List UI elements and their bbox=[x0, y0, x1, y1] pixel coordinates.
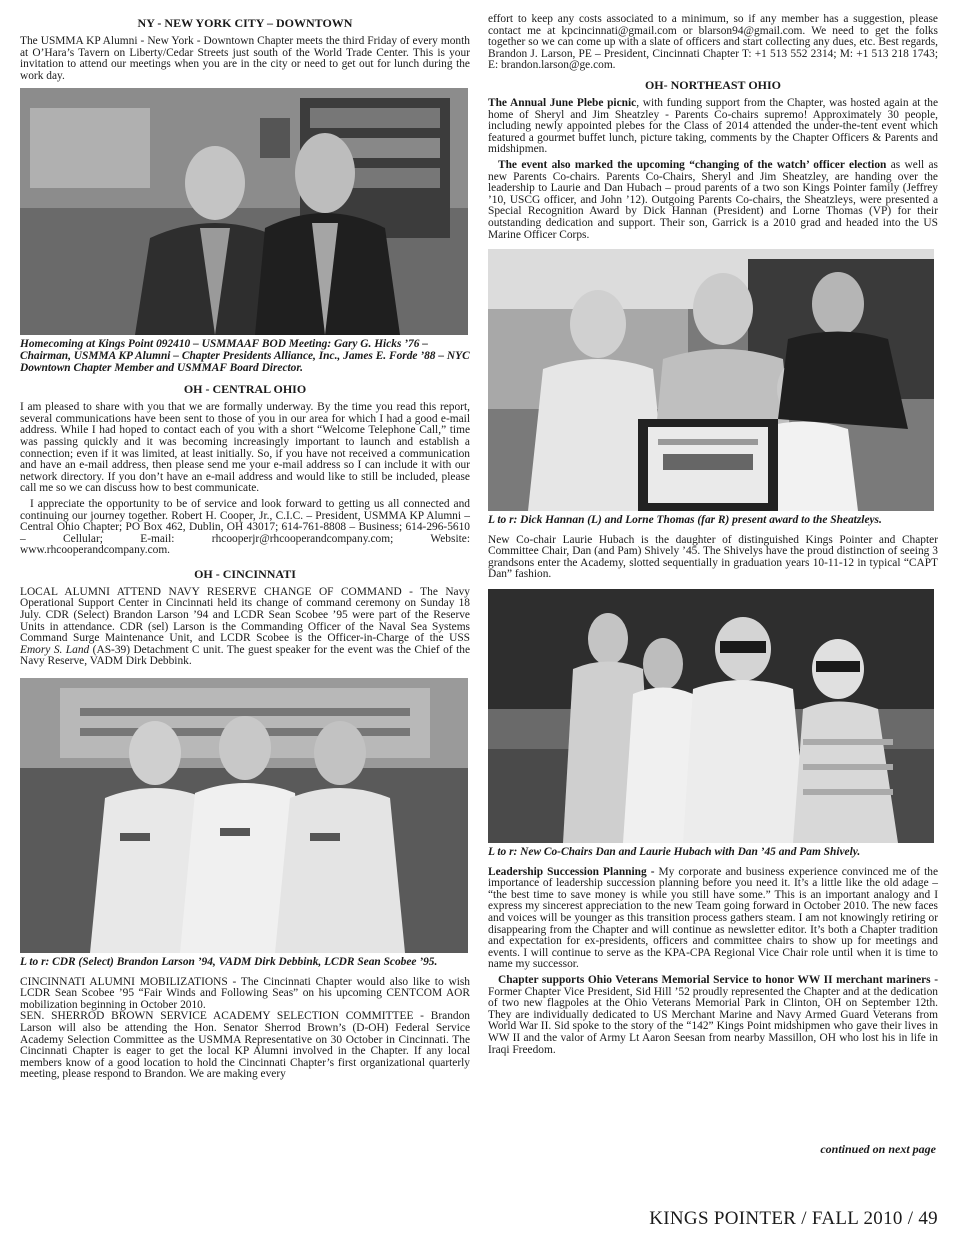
left-column bbox=[20, 14, 470, 1085]
cincinnati-p3: SEN. SHERROD BROWN SERVICE ACADEMY SELECTION COMMITTEE - Brandon Larson will also be attending the Hon. Senator Sherrod Brown’s (D-OH) Federal Service Academy Selection Committee as the USMMA Representative on 30 October in Cincinnati. The Cincinnati Chapter is eager to get the local KP Alumni involved in the Chapter. If any local members know of a good location to hold the Cincinnati Chapter’s first organizational quarterly meeting, please respond to Brandon. We are making every bbox=[20, 1010, 470, 1081]
ne-p4-text: My corporate and business experience convinced me of the importance of leadership succession planning before you need it. It’s a little like the old adage – “the best time to save money is while you still have some.” This is an important analogy and I express my sincerest appreciation to the new Team going forward in October 2010. The new faces and voices will be younger as this transition process gathers steam. I am not knowingly retiring or disappearing from the Chapter and will continue as newsletter editor. It’s both a Chapter tradition and expectation for ex-presidents, officers and committee chairs to show up for meetings and events. I will continue to serve as the KPA-CPA Regional Vice Chair role until when it is time to name my successor. bbox=[488, 865, 938, 971]
ne-p5 bbox=[488, 975, 938, 1056]
ne-p1 bbox=[488, 98, 938, 156]
northeast-ohio-heading: OH- NORTHEAST OHIO bbox=[644, 77, 782, 92]
ny-heading: NY - NEW YORK CITY – DOWNTOWN bbox=[137, 16, 353, 30]
central-ohio-p2: I appreciate the opportunity to be of service and look forward to getting us all connected and continuing our journey together. Robert H. Cooper, Jr., C.I.C. – President, USMMA KP Alumni – Central Ohio Chapter; PO Box 462, Dublin, OH 43017; 614-761-8808 – Business; 614-296-5610 – Cellular; E-mail: rhcooperjr@rhcooperandcompany.com; Website: www.rhcooperandcompany.com. bbox=[20, 497, 470, 557]
cincinnati-p1 bbox=[20, 587, 470, 668]
ne-p3: New Co-chair Laurie Hubach is the daughter of distinguished Kings Pointer and Chapter Committee Chair, Dan (and Pam) Shively ’45. The Shivelys have the proud distinction of seeing 3 grandsons enter the Academy, slotted sequentially in graduation years 10-11-12 in typical “CAPT Dan” fashion. bbox=[488, 533, 938, 581]
cincinnati-p1-text-end: (AS-39) Detachment C unit. The guest speaker for the event was the Chief of the Navy Reserve, VADM Dirk Debbink. bbox=[20, 643, 470, 668]
continued-note: continued on next page bbox=[820, 1142, 936, 1156]
ne-p2-text: as well as new Parents Co-chairs. Parents Co-Chairs, Sheryl and Jim Sheatzley, are handing over the leadership to Laurie and Dan Hubach – proud parents of a two son Kings Pointer family (Jeffrey ’10, USCG officer, and John ’12). Outgoing Parents Co-chairs, the Sheatzleys, were presented a Special Recognition Award by Dick Hannan (President) and Lorne Thomas (VP) for their outstanding dedication and support. Their son, Garrick is a 2010 grad and headed into the US Marine Officer Corps. bbox=[488, 158, 938, 241]
photo-ny-homecoming bbox=[20, 88, 468, 335]
ny-body: The USMMA KP Alumni - New York - Downtown Chapter meets the third Friday of every month at O’Hara’s Tavern on Liberty/Cedar Streets just south of the World Trade Center. This is your invitation to attend our meetings when you are in the city or need to get out for lunch during the work day. bbox=[20, 35, 470, 82]
ne-p1-text: , with funding support from the Chapter, was hosted again at the home of Sheryl and Jim Sheatzley - Parents Co-chairs supremo! Approximately 30 people, including newly appointed plebes for the Class of 2014 attended the under-the-tent event which featured a gourmet buffet lunch, picture taking, comments by the Chapter Officers & Parents and midshipmen. bbox=[488, 96, 938, 156]
right-column bbox=[488, 14, 938, 1060]
cincinnati-heading: OH - CINCINNATI bbox=[194, 566, 296, 581]
cincinnati-p1-text: LOCAL ALUMNI ATTEND NAVY RESERVE CHANGE OF COMMAND - The Navy Operational Support Center in Cincinnati held its change of command ceremony on Sunday 18 July. CDR (Select) Brandon Larson ’94 and LCDR Sean Scobee ’95 were part of the Reserve Units in attendance. CDR (sel) Larson is the Commanding Officer of the Naval Sea Systems Command Surge Maintenance Unit, and LCDR Scobee is the Officer-in-Charge of the USS bbox=[20, 585, 470, 645]
ne-p2 bbox=[488, 160, 938, 241]
ne-p2-lead: The event also marked the upcoming “changing of the watch’ officer election bbox=[498, 158, 887, 171]
cincinnati-continued: effort to keep any costs associated to a minimum, so if any member has a suggestion, please contact me at kpcincinnati@gmail.com or blarson94@gmail.com. We need to get the folks together so we can come up with a slate of officers and start collecting any dues, etc. Best regards, Brandon J. Larson, PE – President, Cincinnati Chapter T: +1 513 552 2314; M: +1 513 218 1743; E: brandon.larson@ge.com. bbox=[488, 13, 938, 72]
ne-p1-lead: The Annual June Plebe picnic bbox=[488, 96, 637, 109]
central-ohio-p1: I am pleased to share with you that we are formally underway. By the time you read this report, several communications have been sent to those of you in our area for which I had a good e-mail address. While I had hoped to contact each of you with a short “Welcome Telephone Call,” time was passing quickly and it was becoming increasingly important to launch and establish a connection; even if it was limited, at least initially. So, if you have not received a communication and have an e-mail address, then please send me your e-mail address so I can include it with our network directory. If you don’t have an e-mail address and would like to still be included, please call me so we can discuss how to best communicate. bbox=[20, 401, 470, 495]
ne-p5-lead: Chapter supports Ohio Veterans Memorial Service to honor WW II merchant mariners - bbox=[498, 974, 938, 986]
ship-name: Emory S. Land bbox=[20, 643, 90, 656]
page-footer: KINGS POINTER / FALL 2010 / 49 bbox=[649, 1208, 938, 1229]
cincinnati-p2: CINCINNATI ALUMNI MOBILIZATIONS - The Cincinnati Chapter would also like to wish LCDR Sean Scobee ’95 “Fair Winds and Following Seas” on his upcoming CENTCOM AOR mobilization beginning in October 2010. bbox=[20, 975, 470, 1011]
central-ohio-heading: OH - CENTRAL OHIO bbox=[183, 382, 307, 397]
cincinnati-photo-caption: L to r: CDR (Select) Brandon Larson ’94, VADM Dirk Debbink, LCDR Sean Scobee ’95. bbox=[20, 956, 438, 969]
award-photo-caption: L to r: Dick Hannan (L) and Lorne Thomas (far R) present award to the Sheatzleys. bbox=[488, 514, 882, 527]
ne-p4 bbox=[488, 867, 938, 971]
ne-p4-lead: Leadership Succession Planning - bbox=[488, 865, 655, 878]
hubach-photo-caption: L to r: New Co-Chairs Dan and Laurie Hubach with Dan ’45 and Pam Shively. bbox=[488, 846, 861, 859]
ny-photo-caption: Homecoming at Kings Point 092410 – USMMAAF BOD Meeting: Gary G. Hicks ’76 – Chairman, USMMA KP Alumni – Chapter Presidents Alliance, Inc., James E. Forde ’88 – NYC Downtown Chapter Member and USMMAF Board Director. bbox=[20, 338, 470, 374]
ne-p5-text: Former Chapter Vice President, Sid Hill ’52 proudly represented the Chapter and at the dedication of two new flagpoles at the Ohio Veterans Memorial Park in Clinton, OH on September 12th. They are individually dedicated to US Merchant Marine and Navy Armed Guard Veterans from World War II. Sid spoke to the story of the “142” Kings Point midshipmen who gave their lives in WW II and the valor of Army Lt Aaron Seesan from nearby Massillon, OH who lost his in life in Iraqi Freedom. bbox=[488, 985, 938, 1056]
photo-hubach-shively bbox=[488, 589, 934, 843]
photo-award-sheatzleys bbox=[488, 249, 934, 511]
photo-navy-change-of-command bbox=[20, 678, 468, 953]
